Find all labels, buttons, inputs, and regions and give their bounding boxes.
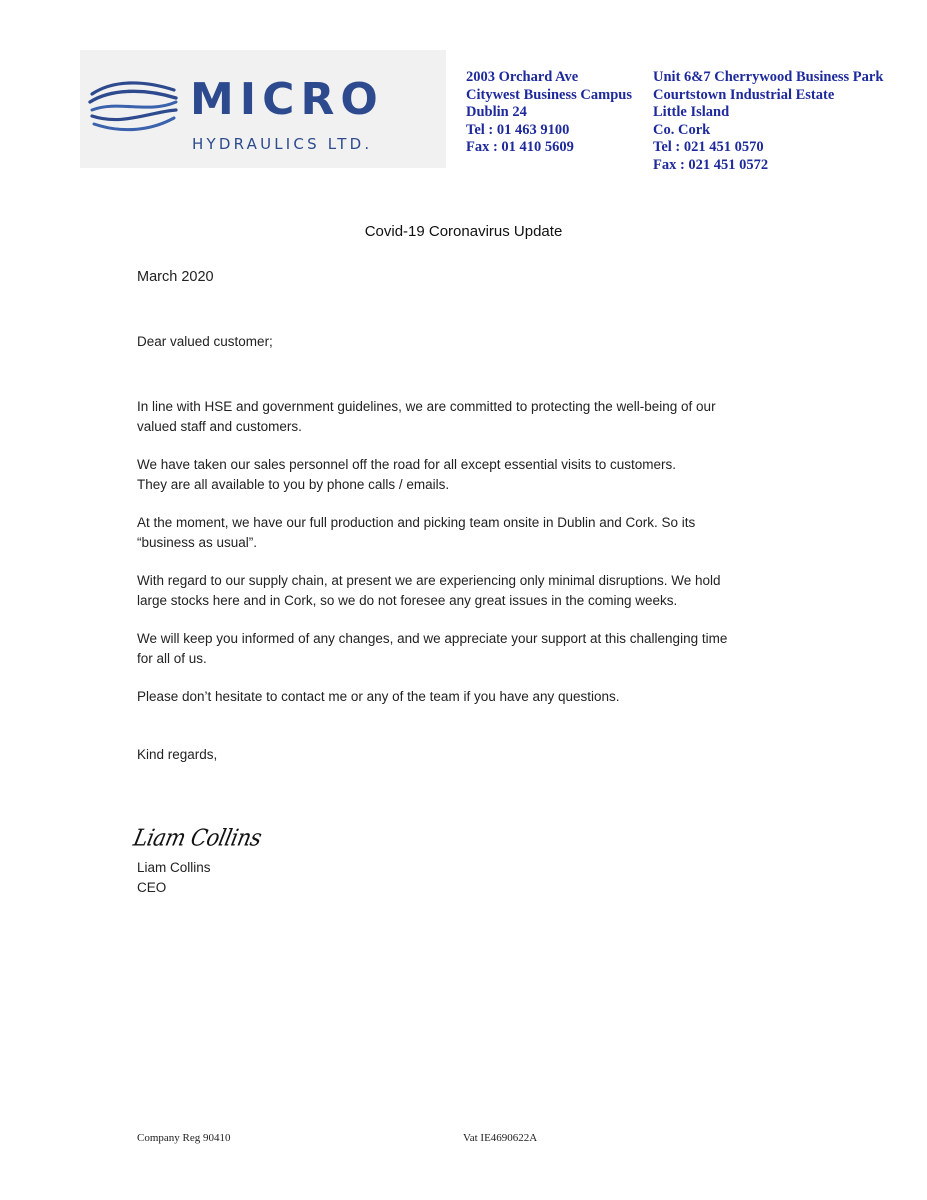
- letter-date: March 2020: [137, 269, 214, 285]
- signer-name: Liam Collins: [137, 860, 211, 875]
- dublin-address-block: [466, 69, 632, 157]
- paragraph: [137, 397, 797, 437]
- dublin-phone: Tel : 01 463 9100: [466, 121, 570, 138]
- cork-address-line: Courtstown Industrial Estate: [653, 86, 835, 103]
- paragraph: [137, 629, 797, 669]
- paragraph-line: “business as usual”.: [137, 535, 258, 550]
- paragraph-line: We have taken our sales personnel off the road for all except essential visits to customers.: [137, 457, 677, 472]
- cork-phone: Tel : 021 451 0570: [653, 139, 764, 156]
- vat-number: Vat IE4690622A: [463, 1132, 538, 1144]
- paragraph-line: for all of us.: [137, 651, 207, 666]
- dublin-address-line: Citywest Business Campus: [466, 86, 632, 103]
- paragraph-line: large stocks here and in Cork, so we do not foresee any great issues in the coming weeks.: [137, 593, 678, 608]
- paragraph-line: They are all available to you by phone calls / emails.: [137, 477, 450, 492]
- cork-fax: Fax : 021 451 0572: [653, 156, 769, 173]
- swirl-logo-icon: [88, 72, 180, 140]
- company-reg: Company Reg 90410: [137, 1132, 231, 1144]
- cork-address-line: Co. Cork: [653, 121, 711, 138]
- paragraph-line: We will keep you informed of any changes, and we appreciate your support at this challenging time: [137, 631, 728, 646]
- paragraph-line: valued staff and customers.: [137, 419, 302, 434]
- closing: Kind regards,: [137, 747, 218, 762]
- salutation: Dear valued customer;: [137, 334, 273, 349]
- signer-title: CEO: [137, 880, 167, 895]
- paragraph: [137, 513, 797, 553]
- cork-address-line: Unit 6&7 Cherrywood Business Park: [653, 69, 884, 85]
- paragraph-line: With regard to our supply chain, at present we are experiencing only minimal disruptions. We hold: [137, 573, 721, 588]
- letter-title: Covid-19 Coronavirus Update: [364, 223, 563, 240]
- handwritten-signature: Liam Collins: [131, 824, 264, 852]
- paragraph-line: Please don’t hesitate to contact me or any of the team if you have any questions.: [137, 689, 620, 704]
- paragraph: [137, 571, 797, 611]
- brand-subtitle: HYDRAULICS LTD.: [192, 135, 373, 153]
- dublin-address-line: Dublin 24: [466, 104, 527, 121]
- paragraph-line: In line with HSE and government guidelines, we are committed to protecting the well-being of our: [137, 399, 716, 414]
- paragraph: [137, 455, 797, 495]
- cork-address-line: Little Island: [653, 104, 730, 121]
- cork-address-block: [653, 69, 883, 175]
- paragraph-line: At the moment, we have our full production and picking team onsite in Dublin and Cork. So its: [137, 515, 696, 530]
- dublin-fax: Fax : 01 410 5609: [466, 139, 574, 156]
- paragraph: [137, 687, 797, 707]
- brand-name: MICRO: [190, 74, 384, 125]
- dublin-address-line: 2003 Orchard Ave: [466, 69, 579, 85]
